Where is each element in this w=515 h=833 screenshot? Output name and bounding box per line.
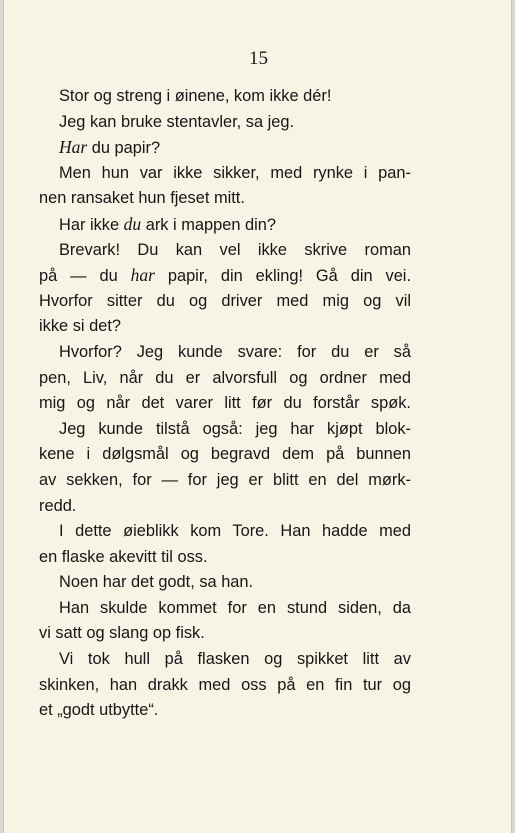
- text-line: Noen har det godt, sa han.: [59, 573, 254, 592]
- emphasis: Har: [59, 137, 88, 158]
- text-line: Brevark! Du kan vel ikke skrive roman: [59, 240, 411, 259]
- text-line: Vi tok hull på flasken og spikket litt av: [59, 650, 411, 669]
- text-line: redd.: [39, 496, 77, 515]
- page-number: 15: [249, 48, 268, 69]
- text-line: Men hun var ikke sikker, med rynke i pan-: [59, 163, 411, 182]
- text-line: Jeg kan bruke stentavler, sa jeg.: [59, 112, 295, 131]
- text-line: Stor og streng i øinene, kom ikke dér!: [59, 87, 332, 105]
- text-line: av sekken, for — for jeg er blitt en del mørk-: [39, 470, 411, 489]
- text-line: Jeg kunde tilstå også: jeg har kjøpt blok-: [59, 419, 411, 438]
- text-line: en flaske akevitt til oss.: [39, 547, 208, 566]
- text-line: skinken, han drakk med oss på en fin tur og: [39, 675, 411, 694]
- text-line: ikke si det?: [39, 317, 121, 336]
- text-line: I dette øieblikk kom Tore. Han hadde med: [59, 522, 411, 541]
- text-line: mig og når det varer litt før du forstår spøk.: [39, 394, 411, 413]
- emphasis: du: [123, 213, 142, 234]
- text-line: vi satt og slang op fisk.: [39, 624, 205, 643]
- text-line: et „godt utbytte“.: [39, 701, 159, 720]
- book-page: [3, 0, 512, 833]
- text-line: kene i dølgsmål og begravd dem på bunnen: [39, 445, 411, 464]
- text-line: nen ransaket hun fjeset mitt.: [39, 189, 245, 208]
- text-line: Hvorfor? Jeg kunde svare: for du er så: [59, 342, 411, 361]
- text-line: Har du papir?: [59, 137, 161, 158]
- text-line: Hvorfor sitter du og driver med mig og vil: [39, 291, 411, 310]
- text-line: Han skulde kommet for en stund siden, da: [59, 598, 411, 617]
- body-text: [39, 84, 411, 724]
- text-line: på — du har papir, din ekling! Gå din vei.: [39, 265, 412, 286]
- emphasis: har: [130, 265, 155, 286]
- text-line: Har ikke du ark i mappen din?: [59, 213, 277, 234]
- text-line: pen, Liv, når du er alvorsfull og ordner med: [39, 368, 411, 387]
